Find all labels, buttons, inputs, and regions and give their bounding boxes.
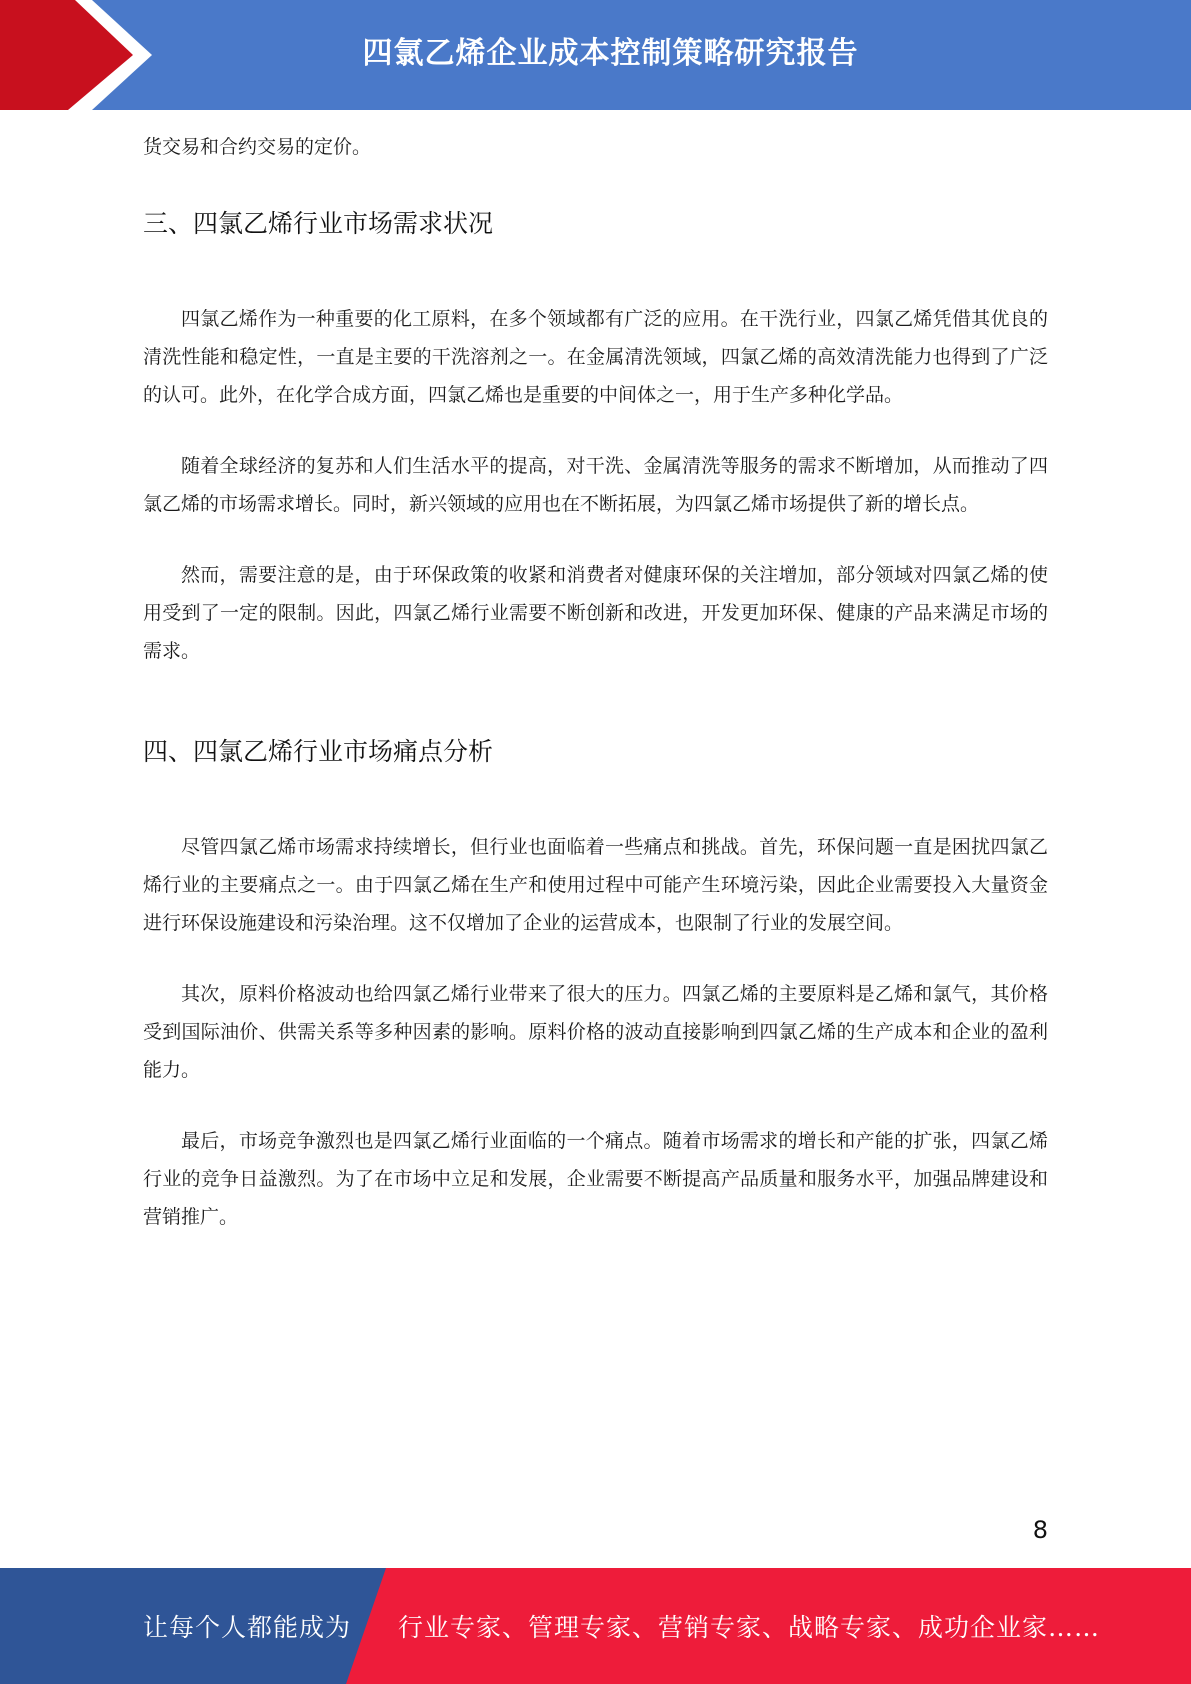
intro-fragment: 货交易和合约交易的定价。 [143,136,372,158]
section-heading-3: 三、四氯乙烯行业市场需求状况 [143,209,494,238]
page-header [0,0,1191,110]
section3-paragraph-2: 随着全球经济的复苏和人们生活水平的提高，对干洗、金属清洗等服务的需求不断增加，从而推动了四氯乙烯的市场需求增长。同时，新兴领域的应用也在不断拓展，为四氯乙烯市场提供了新的增长点。 [143,455,1048,515]
section4-paragraph-1: 尽管四氯乙烯市场需求持续增长，但行业也面临着一些痛点和挑战。首先，环保问题一直是困扰四氯乙烯行业的主要痛点之一。由于四氯乙烯在生产和使用过程中可能产生环境污染，因此企业需要投入大量资金进行环保设施建设和污染治理。这不仅增加了企业的运营成本，也限制了行业的发展空间。 [143,836,1048,934]
section3-paragraph-1: 四氯乙烯作为一种重要的化工原料，在多个领域都有广泛的应用。在干洗行业，四氯乙烯凭借其优良的清洗性能和稳定性，一直是主要的干洗溶剂之一。在金属清洗领域，四氯乙烯的高效清洗能力也得到了广泛的认可。此外，在化学合成方面，四氯乙烯也是重要的中间体之一，用于生产多种化学品。 [143,308,1048,406]
section3-paragraph-3: 然而，需要注意的是，由于环保政策的收紧和消费者对健康环保的关注增加，部分领域对四氯乙烯的使用受到了一定的限制。因此，四氯乙烯行业需要不断创新和改进，开发更加环保、健康的产品来满足市场的需求。 [143,564,1048,662]
section-heading-4: 四、四氯乙烯行业市场痛点分析 [143,737,494,766]
section4-paragraph-2: 其次，原料价格波动也给四氯乙烯行业带来了很大的压力。四氯乙烯的主要原料是乙烯和氯气，其价格受到国际油价、供需关系等多种因素的影响。原料价格的波动直接影响到四氯乙烯的生产成本和企业的盈利能力。 [143,983,1048,1081]
footer-slogan-left: 让每个人都能成为 [143,1613,352,1642]
page-number: 8 [1032,1516,1048,1544]
page-content [143,128,1048,1236]
section4-paragraph-3: 最后，市场竞争激烈也是四氯乙烯行业面临的一个痛点。随着市场需求的增长和产能的扩张，四氯乙烯行业的竞争日益激烈。为了在市场中立足和发展，企业需要不断提高产品质量和服务水平，加强品牌建设和营销推广。 [143,1130,1048,1228]
report-title: 四氯乙烯企业成本控制策略研究报告 [362,36,859,71]
footer-slogan-right: 行业专家、管理专家、营销专家、战略专家、成功企业家…… [398,1613,1101,1642]
page-footer [0,1568,1191,1684]
